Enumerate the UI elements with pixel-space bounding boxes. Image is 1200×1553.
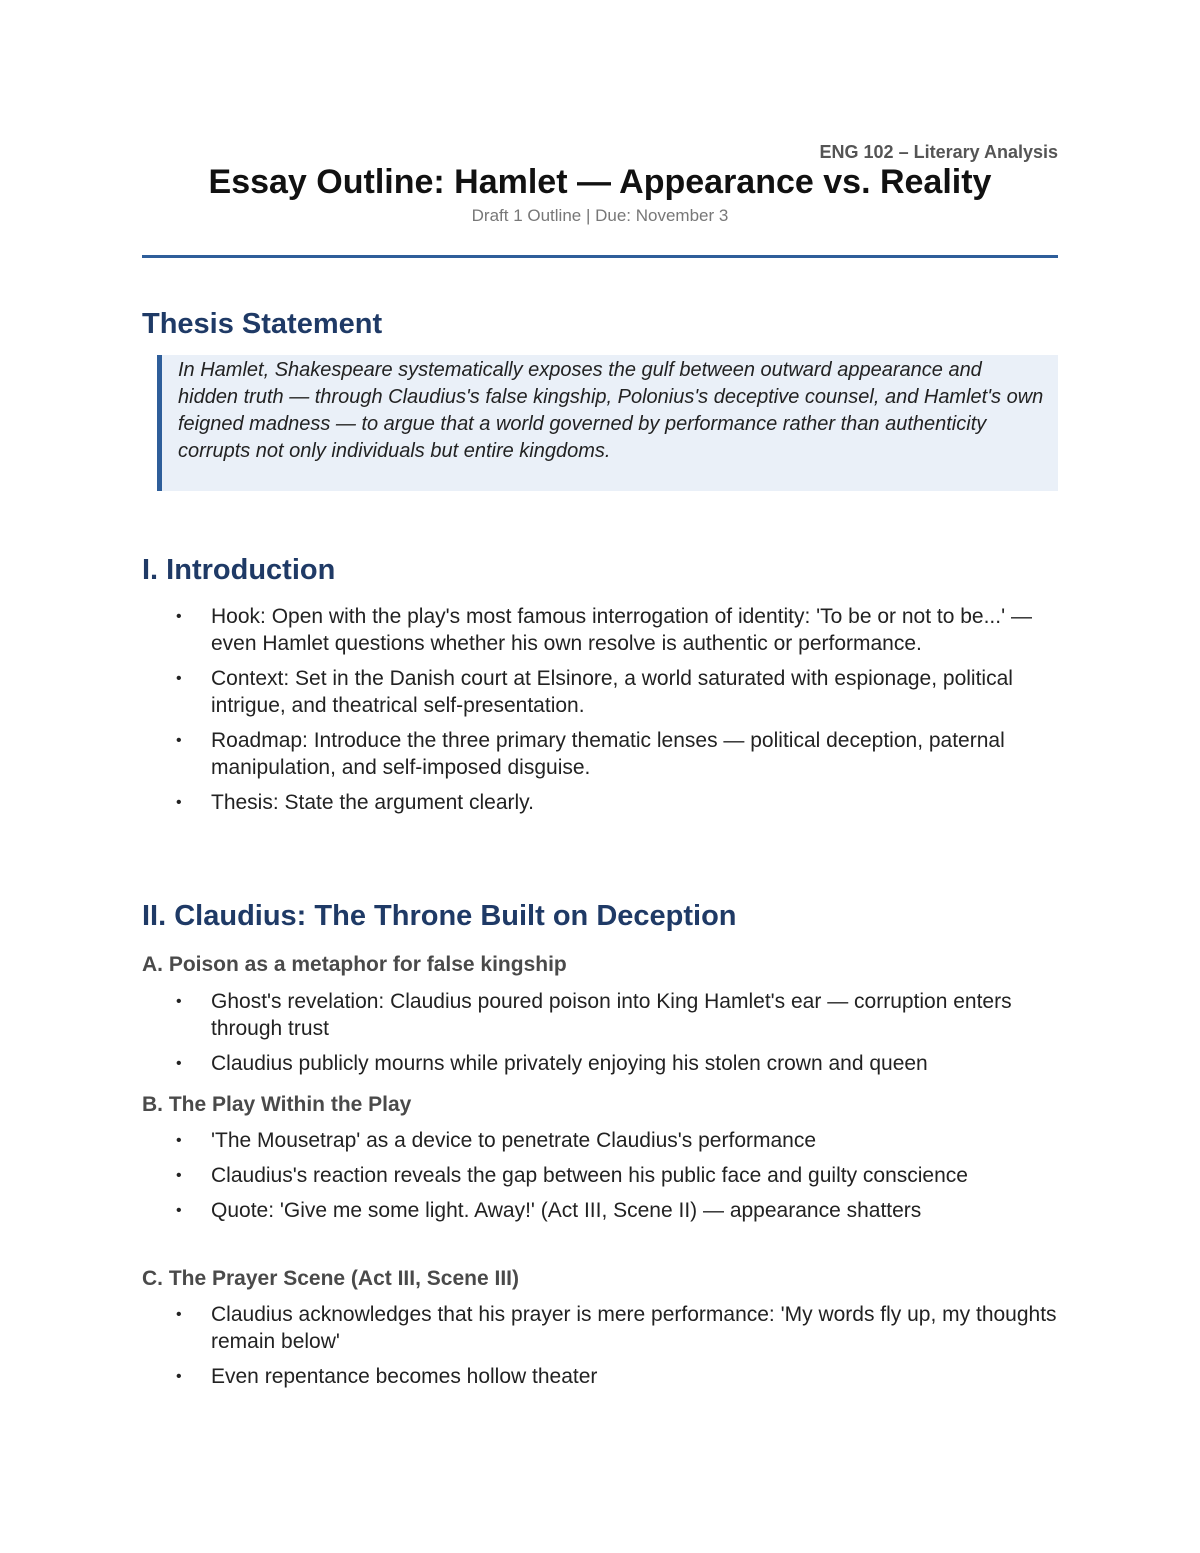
bullet-icon: • (176, 608, 182, 625)
list-item (142, 1301, 1058, 1355)
header-divider (142, 255, 1058, 258)
course-label: ENG 102 – Literary Analysis (819, 142, 1058, 162)
list-item (142, 603, 1058, 657)
list-item (142, 665, 1058, 719)
list-item-text: 'The Mousetrap' as a device to penetrate Claudius's performance (211, 1129, 817, 1152)
list-item (142, 1363, 1058, 1390)
bullet-icon: • (176, 1368, 182, 1385)
bullet-icon: • (176, 1132, 182, 1149)
list-item (142, 1197, 1058, 1224)
section-two-heading: II. Claudius: The Throne Built on Deception (142, 900, 737, 932)
list-item-text: Ghost's revelation: Claudius poured poison into King Hamlet's ear — corruption enters through trust (211, 990, 1012, 1040)
thesis-text: In Hamlet, Shakespeare systematically exposes the gulf between outward appearance and hidden truth — through Claudius's false kingship, Polonius's deceptive counsel, and Hamlet's own feigned madness — to argue that a world governed by performance rather than authenticity corrupts not only individuals but entire kingdoms. (178, 359, 1044, 462)
list-item-text: Hook: Open with the play's most famous interrogation of identity: 'To be or not to be...' — even Hamlet questions whether his own resolve is authentic or performance. (211, 605, 1032, 655)
list-item (142, 789, 1058, 816)
bullet-icon: • (176, 732, 182, 749)
bullet-icon: • (176, 794, 182, 811)
bullet-icon: • (176, 1055, 182, 1072)
bullet-icon: • (176, 1306, 182, 1323)
list-item (142, 727, 1058, 781)
document-subtitle: Draft 1 Outline | Due: November 3 (471, 206, 729, 225)
list-item-text: Claudius acknowledges that his prayer is mere performance: 'My words fly up, my thoughts remain below' (211, 1303, 1057, 1353)
bullet-icon: • (176, 670, 182, 687)
list-item-text: Even repentance becomes hollow theater (211, 1365, 598, 1388)
document-title: Essay Outline: Hamlet — Appearance vs. Reality (208, 163, 992, 201)
subsection-b-heading: B. The Play Within the Play (142, 1093, 412, 1116)
bullet-icon: • (176, 993, 182, 1010)
subsection-c-list (142, 1301, 1058, 1398)
subsection-c-heading: C. The Prayer Scene (Act III, Scene III) (142, 1267, 519, 1290)
bullet-icon: • (176, 1202, 182, 1219)
list-item-text: Quote: 'Give me some light. Away!' (Act III, Scene II) — appearance shatters (211, 1199, 922, 1222)
list-item-text: Thesis: State the argument clearly. (211, 791, 534, 814)
list-item-text: Claudius publicly mourns while privately enjoying his stolen crown and queen (211, 1052, 928, 1075)
subsection-a-heading: A. Poison as a metaphor for false kingship (142, 953, 567, 976)
thesis-callout (157, 355, 1058, 491)
list-item-text: Context: Set in the Danish court at Elsinore, a world saturated with espionage, political intrigue, and theatrical self-presentation. (211, 667, 1013, 717)
list-item-text: Roadmap: Introduce the three primary thematic lenses — political deception, paternal manipulation, and self-imposed disguise. (211, 729, 1005, 779)
list-item-text: Claudius's reaction reveals the gap between his public face and guilty conscience (211, 1164, 968, 1187)
list-item (142, 988, 1058, 1042)
list-item (142, 1127, 1058, 1154)
introduction-list (142, 603, 1058, 824)
introduction-heading: I. Introduction (142, 554, 336, 586)
subsection-b-list (142, 1127, 1058, 1232)
thesis-heading: Thesis Statement (142, 308, 383, 340)
list-item (142, 1162, 1058, 1189)
subsection-a-list (142, 988, 1058, 1085)
list-item (142, 1050, 1058, 1077)
bullet-icon: • (176, 1167, 182, 1184)
